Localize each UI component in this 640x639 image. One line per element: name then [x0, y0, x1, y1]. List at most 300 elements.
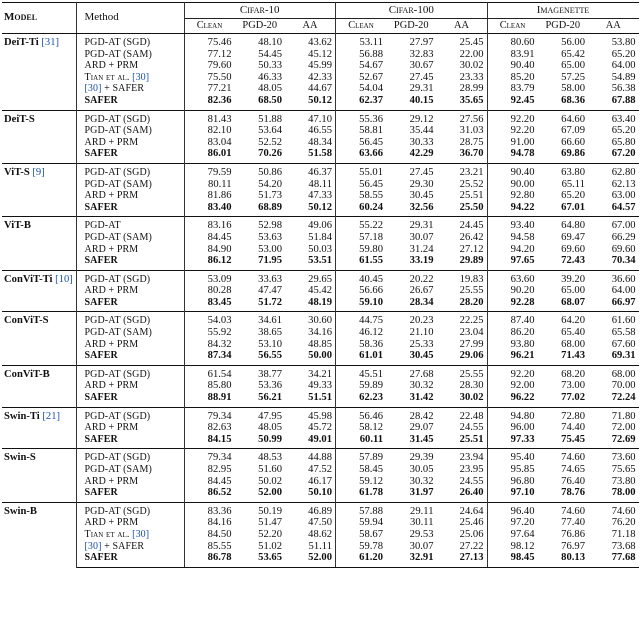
value-cell: 84.50: [207, 528, 232, 540]
value-cell: 52.67: [359, 71, 383, 83]
value-cell: 29.11: [410, 505, 434, 517]
table-row: [2, 365, 639, 380]
value-cell: 54.04: [359, 83, 383, 95]
value-cell: 29.12: [409, 113, 434, 125]
value-cell: 48.34: [285, 137, 336, 149]
value-cell: 50.12: [285, 202, 336, 217]
method-name: ARD + PRM: [84, 190, 139, 202]
value-cell: 28.20: [437, 297, 488, 312]
value-cell: 26.42: [437, 232, 488, 244]
model-name-cell: [2, 449, 76, 502]
value-cell: 30.05: [409, 464, 434, 475]
value-cell: 59.12: [359, 475, 383, 487]
value-cell: 45.99: [285, 60, 336, 72]
value-cell: 50.03: [285, 244, 336, 256]
value-cell: 96.21: [510, 350, 535, 362]
model-column-header: Model: [2, 3, 76, 34]
value-cell: 28.34: [409, 296, 434, 308]
method-name: PGD-AT (SGD): [84, 505, 151, 517]
value-cell: 85.20: [510, 71, 535, 83]
value-cell: 86.12: [207, 255, 232, 267]
value-cell: 56.38: [611, 83, 636, 95]
method-cell: [76, 95, 184, 110]
value-cell: 45.51: [359, 368, 383, 380]
table-row: [2, 217, 639, 232]
table-row: [2, 95, 639, 110]
value-cell: 60.11: [359, 433, 383, 445]
value-cell: 71.18: [611, 528, 636, 540]
value-cell: 56.45: [359, 178, 383, 190]
value-cell: 49.33: [285, 380, 336, 392]
table-row: [2, 380, 639, 392]
value-cell: 51.88: [258, 113, 282, 125]
model-name-cell: [2, 163, 76, 216]
method-name: PGD-AT (SGD): [84, 368, 151, 380]
value-cell: 56.00: [561, 37, 586, 48]
method-name: ARD + PRM: [84, 475, 139, 487]
value-cell: 58.12: [359, 422, 383, 434]
method-name: SAFER: [84, 552, 118, 564]
value-cell: 72.69: [611, 433, 636, 445]
value-cell: 72.24: [611, 392, 636, 404]
value-cell: 69.86: [561, 148, 586, 160]
method-name: PGD-AT (SAM): [84, 125, 152, 137]
value-cell: 97.10: [510, 487, 535, 499]
method-name: ARD + PRM: [84, 422, 139, 434]
value-cell: 38.77: [258, 368, 282, 380]
method-cell: [76, 517, 184, 529]
value-cell: 34.21: [285, 365, 336, 380]
value-cell: 43.62: [285, 34, 336, 49]
value-cell: 46.55: [285, 125, 336, 137]
value-cell: 86.52: [207, 487, 232, 499]
value-cell: 25.50: [437, 202, 488, 217]
method-column-header: Method: [76, 3, 184, 34]
value-cell: 28.42: [409, 410, 434, 422]
value-cell: 47.52: [285, 464, 336, 476]
table-row: [2, 285, 639, 297]
value-cell: 65.20: [611, 48, 636, 60]
value-cell: 53.11: [359, 37, 383, 48]
value-cell: 25.55: [437, 365, 488, 380]
value-cell: 53.10: [258, 338, 282, 350]
value-cell: 31.45: [409, 433, 434, 445]
value-cell: 42.29: [409, 148, 434, 160]
value-cell: 78.00: [611, 487, 636, 499]
method-cell: [76, 270, 184, 285]
value-cell: 76.97: [561, 540, 586, 552]
value-cell: 76.20: [611, 517, 636, 529]
value-cell: 30.07: [409, 231, 434, 243]
value-cell: 84.16: [207, 517, 232, 529]
value-cell: 57.89: [359, 452, 383, 464]
value-cell: 30.07: [409, 540, 434, 552]
value-cell: 67.88: [611, 94, 636, 106]
method-citation[interactable]: [30]: [84, 83, 102, 95]
value-cell: 63.80: [561, 166, 586, 178]
value-cell: 64.00: [611, 60, 636, 72]
value-cell: 58.00: [561, 83, 586, 95]
value-cell: 38.65: [258, 327, 282, 339]
value-cell: 53.09: [207, 273, 232, 285]
value-cell: 55.92: [207, 327, 232, 339]
table-row: [2, 34, 639, 49]
value-cell: 82.63: [207, 422, 232, 434]
method-name: Tian et al.: [84, 71, 130, 83]
value-cell: 57.88: [359, 505, 383, 517]
value-cell: 84.90: [207, 243, 232, 255]
value-cell: 77.02: [561, 392, 586, 404]
model-name-cell: [2, 502, 76, 567]
value-cell: 97.33: [510, 433, 535, 445]
method-name: + SAFER: [104, 83, 145, 95]
table-row: [2, 60, 639, 72]
value-cell: 83.79: [510, 83, 535, 95]
method-cell: [76, 449, 184, 464]
value-cell: 36.60: [611, 273, 636, 285]
value-cell: 74.65: [561, 464, 586, 475]
value-cell: 62.80: [611, 166, 636, 178]
method-cell: [76, 190, 184, 202]
value-cell: 50.19: [258, 505, 282, 517]
value-cell: 25.52: [437, 179, 488, 191]
metric-header-aa: AA: [437, 19, 488, 34]
value-cell: 25.33: [409, 338, 434, 350]
value-cell: 63.00: [611, 190, 636, 202]
table-row: [2, 83, 639, 95]
table-row: [2, 339, 639, 351]
value-cell: 53.65: [235, 552, 286, 567]
value-cell: 69.31: [611, 350, 636, 362]
value-cell: 47.10: [285, 110, 336, 125]
value-cell: 67.20: [611, 148, 636, 160]
value-cell: 65.20: [561, 190, 586, 202]
value-cell: 94.22: [510, 201, 535, 213]
value-cell: 67.00: [611, 220, 636, 232]
method-cell: [76, 244, 184, 256]
value-cell: 92.80: [510, 190, 535, 202]
value-cell: 59.94: [359, 517, 383, 529]
model-name: DeiT-S: [4, 113, 35, 125]
value-cell: 82.95: [207, 464, 232, 475]
table-row: [2, 137, 639, 149]
value-cell: 45.12: [285, 49, 336, 61]
value-cell: 31.42: [409, 392, 434, 404]
method-cell: [76, 422, 184, 434]
value-cell: 84.15: [207, 433, 232, 445]
value-cell: 35.44: [409, 125, 434, 137]
value-cell: 83.16: [207, 220, 232, 232]
value-cell: 44.75: [359, 315, 383, 327]
value-cell: 32.83: [409, 48, 434, 60]
value-cell: 92.20: [510, 125, 535, 137]
value-cell: 46.12: [359, 327, 383, 339]
value-cell: 84.45: [207, 475, 232, 487]
value-cell: 28.75: [437, 137, 488, 149]
method-name: PGD-AT (SGD): [84, 410, 151, 422]
table-row: [2, 110, 639, 125]
value-cell: 53.00: [258, 243, 282, 255]
table-row: [2, 148, 639, 163]
value-cell: 27.13: [437, 552, 488, 567]
value-cell: 52.98: [258, 220, 282, 232]
value-cell: 61.20: [336, 552, 387, 567]
value-cell: 79.34: [207, 452, 232, 464]
value-cell: 51.11: [285, 541, 336, 553]
value-cell: 75.45: [561, 433, 586, 445]
value-cell: 32.56: [409, 201, 434, 213]
value-cell: 51.60: [258, 464, 282, 475]
method-name: SAFER: [84, 296, 118, 308]
value-cell: 75.46: [207, 37, 232, 48]
value-cell: 80.11: [208, 178, 232, 190]
value-cell: 23.33: [437, 72, 488, 84]
value-cell: 50.10: [285, 487, 336, 502]
value-cell: 56.46: [359, 410, 383, 422]
table-row: [2, 476, 639, 488]
value-cell: 56.21: [258, 392, 282, 404]
value-cell: 57.18: [359, 231, 383, 243]
value-cell: 96.40: [510, 505, 535, 517]
value-cell: 93.40: [510, 220, 535, 232]
method-name: SAFER: [84, 487, 118, 499]
value-cell: 47.47: [258, 285, 282, 297]
method-name: SAFER: [84, 201, 118, 213]
value-cell: 61.01: [359, 350, 383, 362]
table-row: [2, 487, 639, 502]
value-cell: 25.51: [437, 190, 488, 202]
value-cell: 56.66: [359, 285, 383, 297]
table-row: [2, 541, 639, 553]
value-cell: 49.06: [285, 217, 336, 232]
value-cell: 19.83: [437, 270, 488, 285]
value-cell: 73.80: [611, 475, 636, 487]
table-row: [2, 244, 639, 256]
value-cell: 35.65: [437, 95, 488, 110]
value-cell: 26.67: [409, 285, 434, 297]
value-cell: 64.20: [561, 315, 586, 327]
value-cell: 97.20: [510, 517, 535, 529]
value-cell: 98.45: [487, 552, 538, 567]
value-cell: 31.03: [437, 125, 488, 137]
value-cell: 52.00: [258, 487, 282, 499]
results-table: [2, 2, 639, 568]
value-cell: 24.55: [437, 476, 488, 488]
value-cell: 58.36: [359, 338, 383, 350]
value-cell: 79.60: [207, 60, 232, 72]
value-cell: 25.51: [437, 434, 488, 449]
method-citation[interactable]: [30]: [132, 71, 150, 83]
value-cell: 56.88: [359, 48, 383, 60]
value-cell: 25.45: [437, 34, 488, 49]
model-name: DeiT-Ti: [4, 37, 39, 48]
method-citation[interactable]: [30]: [84, 540, 102, 552]
value-cell: 87.34: [207, 350, 232, 362]
table-row: [2, 270, 639, 285]
value-cell: 50.12: [285, 95, 336, 110]
value-cell: 58.55: [359, 190, 383, 202]
value-cell: 83.36: [207, 505, 232, 517]
table-row: [2, 312, 639, 327]
metric-header-pgd20: PGD-20: [242, 20, 278, 32]
value-cell: 75.50: [207, 71, 232, 83]
model-citation[interactable]: [31]: [41, 37, 60, 48]
method-citation[interactable]: [30]: [132, 528, 150, 540]
value-cell: 72.43: [561, 255, 586, 267]
value-cell: 83.45: [207, 296, 232, 308]
value-cell: 80.28: [207, 285, 232, 297]
value-cell: 48.10: [258, 37, 282, 48]
value-cell: 83.91: [510, 48, 535, 60]
model-citation[interactable]: [21]: [42, 410, 61, 422]
method-cell: [76, 297, 184, 312]
value-cell: 53.63: [258, 231, 282, 243]
value-cell: 94.80: [510, 410, 535, 422]
method-name: PGD-AT (SGD): [84, 37, 151, 48]
value-cell: 81.86: [207, 190, 232, 202]
value-cell: 65.20: [611, 125, 636, 137]
value-cell: 34.16: [285, 327, 336, 339]
value-cell: 30.11: [410, 517, 434, 529]
model-citation[interactable]: [10]: [55, 273, 73, 285]
value-cell: 70.26: [258, 148, 282, 160]
value-cell: 26.40: [437, 487, 488, 502]
value-cell: 64.57: [611, 201, 636, 213]
value-cell: 68.89: [258, 201, 282, 213]
model-name-cell: [2, 312, 76, 365]
value-cell: 71.80: [611, 410, 636, 422]
value-cell: 61.55: [359, 255, 383, 267]
value-cell: 24.64: [437, 502, 488, 517]
value-cell: 27.56: [437, 110, 488, 125]
value-cell: 68.36: [561, 94, 586, 106]
model-name: Swin-S: [4, 452, 36, 464]
value-cell: 24.55: [437, 422, 488, 434]
method-name: + SAFER: [104, 540, 145, 552]
method-cell: [76, 34, 184, 49]
value-cell: 86.01: [207, 148, 232, 160]
value-cell: 97.64: [510, 528, 535, 540]
value-cell: 77.40: [561, 517, 586, 529]
value-cell: 48.53: [258, 452, 282, 464]
method-name: SAFER: [84, 433, 118, 445]
value-cell: 53.51: [285, 255, 336, 270]
value-cell: 39.20: [561, 273, 586, 285]
model-citation[interactable]: [9]: [32, 166, 45, 178]
value-cell: 54.45: [258, 48, 282, 60]
value-cell: 74.60: [561, 452, 586, 464]
value-cell: 27.99: [437, 339, 488, 351]
value-cell: 58.67: [359, 528, 383, 540]
value-cell: 74.40: [561, 422, 586, 434]
method-cell: [76, 392, 184, 407]
model-name: Swin-B: [4, 505, 37, 517]
value-cell: 74.60: [611, 505, 636, 517]
value-cell: 22.25: [437, 312, 488, 327]
value-cell: 53.80: [611, 37, 636, 48]
value-cell: 69.47: [561, 231, 586, 243]
method-cell: [76, 202, 184, 217]
value-cell: 62.13: [611, 178, 636, 190]
model-name-cell: [2, 407, 76, 449]
method-cell: [76, 487, 184, 502]
value-cell: 46.37: [285, 163, 336, 178]
method-name: SAFER: [84, 148, 118, 160]
value-cell: 33.63: [258, 273, 282, 285]
method-cell: [76, 232, 184, 244]
value-cell: 58.81: [359, 125, 383, 137]
method-name: ARD + PRM: [84, 517, 139, 529]
model-name-cell: [2, 34, 76, 111]
value-cell: 90.20: [510, 285, 535, 297]
value-cell: 47.95: [258, 410, 282, 422]
value-cell: 51.02: [258, 540, 282, 552]
value-cell: 20.23: [409, 315, 434, 327]
method-name: PGD-AT (SGD): [84, 113, 151, 125]
value-cell: 72.00: [611, 422, 636, 434]
method-cell: [76, 72, 184, 84]
value-cell: 66.97: [611, 296, 636, 308]
table-row: [2, 202, 639, 217]
value-cell: 27.45: [409, 166, 434, 178]
value-cell: 65.58: [611, 327, 636, 339]
value-cell: 96.22: [510, 392, 535, 404]
value-cell: 61.54: [207, 368, 232, 380]
method-cell: [76, 339, 184, 351]
dataset-header-imagenette: Imagenette: [487, 3, 639, 19]
method-cell: [76, 541, 184, 553]
value-cell: 74.60: [561, 505, 586, 517]
value-cell: 30.02: [437, 60, 488, 72]
value-cell: 90.40: [510, 166, 535, 178]
value-cell: 66.60: [561, 136, 586, 148]
value-cell: 68.00: [611, 368, 636, 380]
value-cell: 48.05: [258, 422, 282, 434]
value-cell: 45.72: [285, 422, 336, 434]
value-cell: 31.24: [409, 243, 434, 255]
value-cell: 48.11: [285, 179, 336, 191]
method-name: PGD-AT (SGD): [84, 166, 151, 178]
method-cell: [76, 434, 184, 449]
method-cell: [76, 312, 184, 327]
value-cell: 90.00: [510, 178, 535, 190]
table-row: [2, 552, 639, 567]
value-cell: 95.85: [510, 464, 535, 475]
value-cell: 75.65: [611, 464, 636, 475]
method-name: PGD-AT (SAM): [84, 327, 152, 339]
value-cell: 25.55: [437, 285, 488, 297]
value-cell: 66.29: [611, 231, 636, 243]
metric-header-clean: Clean: [348, 20, 374, 32]
value-cell: 79.34: [207, 410, 232, 422]
table-row: [2, 190, 639, 202]
value-cell: 59.10: [359, 296, 383, 308]
value-cell: 27.45: [409, 71, 434, 83]
method-cell: [76, 60, 184, 72]
value-cell: 73.60: [611, 452, 636, 464]
value-cell: 51.58: [285, 148, 336, 163]
value-cell: 94.78: [510, 148, 535, 160]
table-row: [2, 163, 639, 178]
value-cell: 33.19: [409, 255, 434, 267]
value-cell: 67.01: [561, 201, 586, 213]
value-cell: 30.33: [409, 136, 434, 148]
value-cell: 46.33: [258, 71, 282, 83]
value-cell: 46.89: [285, 502, 336, 517]
value-cell: 87.40: [510, 315, 535, 327]
value-cell: 30.32: [409, 380, 434, 392]
method-name: PGD-AT (SAM): [84, 231, 152, 243]
